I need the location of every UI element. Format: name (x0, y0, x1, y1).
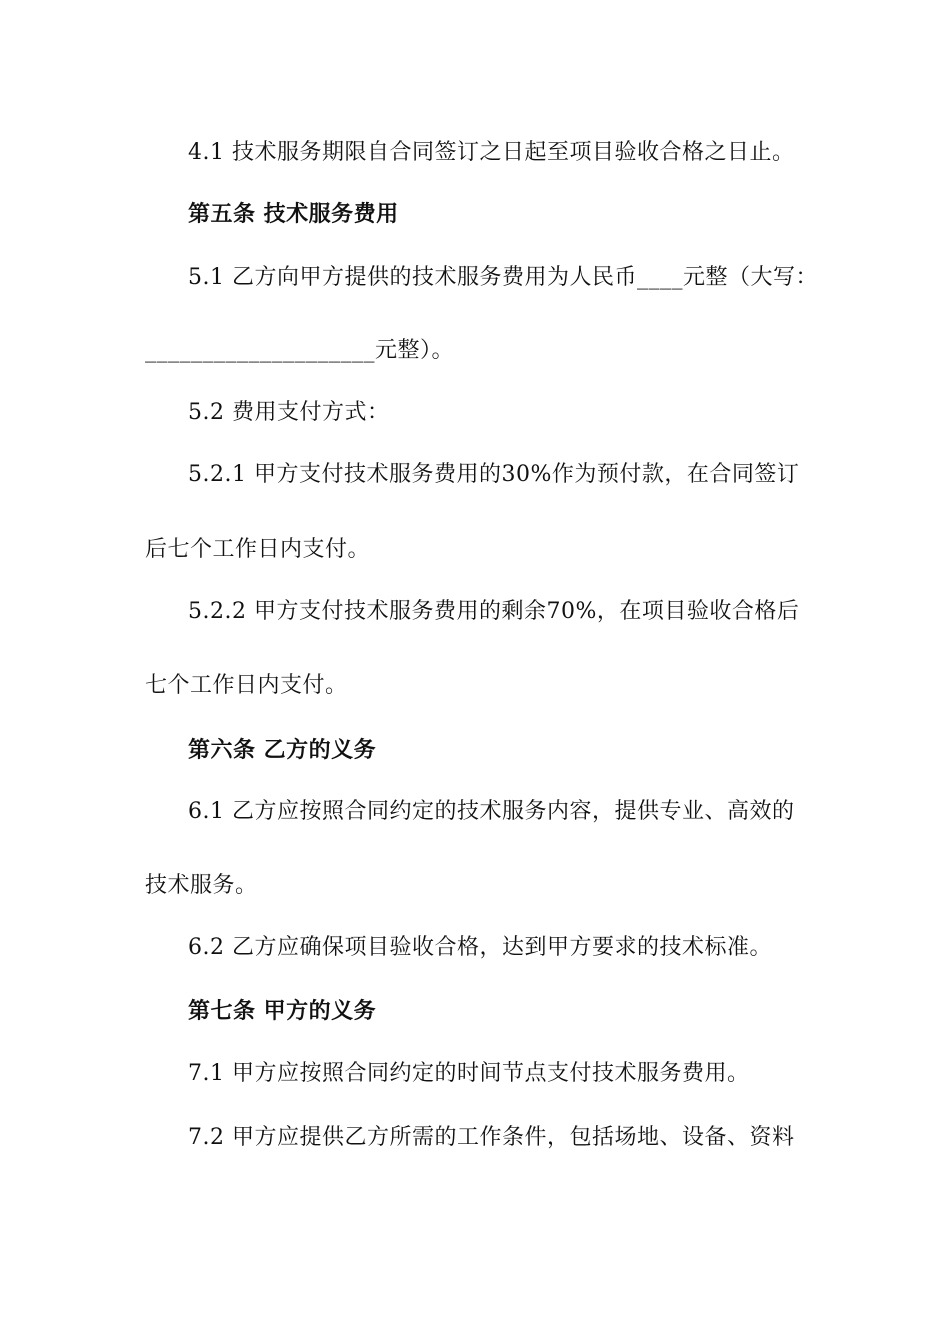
clause-6-1: 6.1 乙方应按照合同约定的技术服务内容，提供专业、高效的 (188, 799, 795, 824)
clause-5-2: 5.2 费用支付方式： (188, 400, 390, 425)
clause-6-1-continued: 技术服务。 (145, 873, 258, 898)
clause-4-1: 4.1 技术服务期限自合同签订之日起至项目验收合格之日止。 (188, 140, 795, 165)
clause-5-2-1-continued: 后七个工作日内支付。 (145, 537, 371, 562)
clause-5-2-2-continued: 七个工作日内支付。 (145, 673, 348, 698)
article-6-heading: 第六条 乙方的义务 (188, 737, 377, 763)
clause-5-1-continued: ____________________元整）。 (145, 338, 455, 363)
clause-7-1: 7.1 甲方应按照合同约定的时间节点支付技术服务费用。 (188, 1061, 750, 1086)
clause-5-2-1: 5.2.1 甲方支付技术服务费用的30%作为预付款，在合同签订 (188, 462, 800, 487)
article-5-heading: 第五条 技术服务费用 (188, 201, 399, 227)
clause-6-2: 6.2 乙方应确保项目验收合格，达到甲方要求的技术标准。 (188, 935, 772, 960)
clause-5-1: 5.1 乙方向甲方提供的技术服务费用为人民币____元整（大写： (188, 265, 818, 290)
article-7-heading: 第七条 甲方的义务 (188, 998, 377, 1024)
clause-7-2: 7.2 甲方应提供乙方所需的工作条件，包括场地、设备、资料 (188, 1125, 795, 1150)
clause-5-2-2: 5.2.2 甲方支付技术服务费用的剩余70%，在项目验收合格后 (188, 599, 800, 624)
